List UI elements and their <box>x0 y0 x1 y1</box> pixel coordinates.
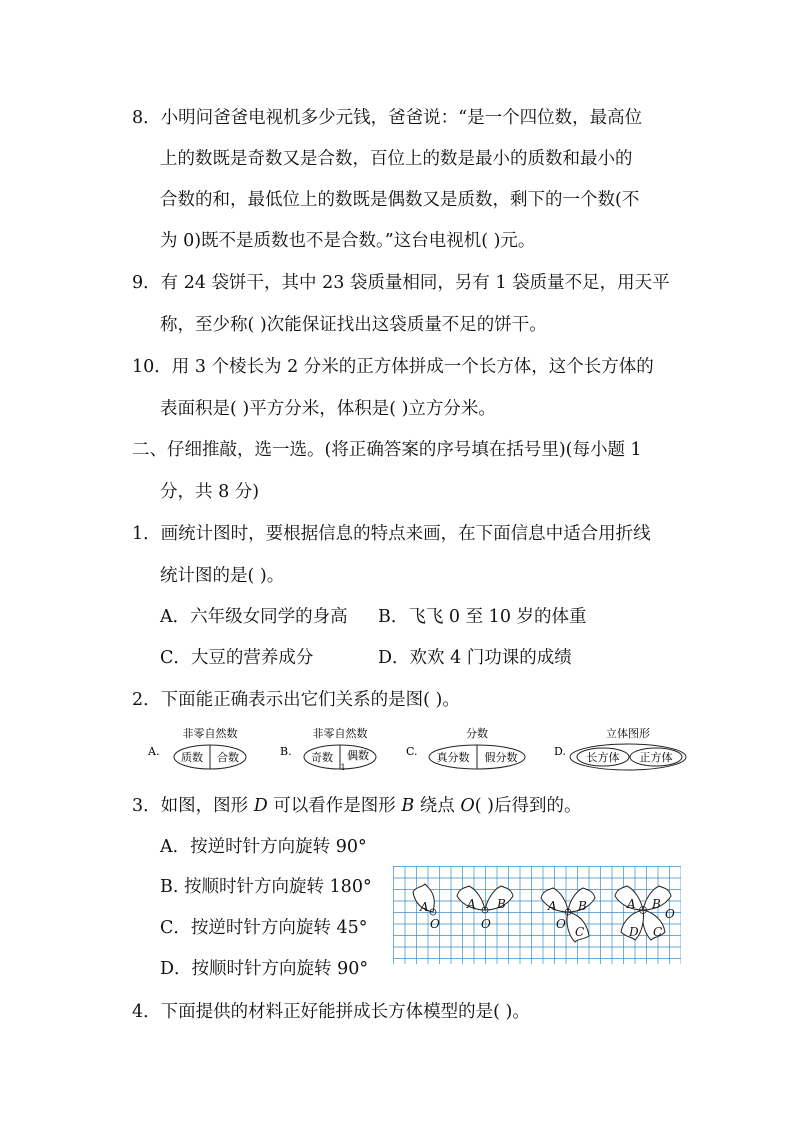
diagram-b-extra: 1 <box>340 763 346 772</box>
mc1-option-c: C．大豆的营养成分 <box>160 648 314 668</box>
diagram-c-title: 分数 <box>466 727 488 740</box>
diagram-b-title: 非零自然数 <box>312 727 368 740</box>
mc1-option-b: B．飞飞 0 至 10 岁的体重 <box>378 607 587 627</box>
diagram-b-left: 奇数 <box>311 751 333 764</box>
q8-line-1: 8．小明问爸爸电视机多少元钱，爸爸说：“是一个四位数，最高位 <box>132 108 643 128</box>
mc1-option-d: D．欢欢 4 门功课的成绩 <box>378 648 572 668</box>
q8-line-3: 合数的和，最低位上的数既是偶数又是质数，剩下的一个数(不 <box>160 190 640 210</box>
diagram-a-left: 质数 <box>181 751 203 764</box>
diagram-a-title: 非零自然数 <box>182 727 238 740</box>
diagram-c-right: 假分数 <box>484 751 518 764</box>
q8-line-4: 为 0)既不是质数也不是合数。”这台电视机( )元。 <box>160 231 536 251</box>
mc1-line-2: 统计图的是( )。 <box>160 566 285 586</box>
svg-text:O: O <box>481 917 491 931</box>
svg-text:O: O <box>430 917 440 931</box>
mc3-option-c: C．按逆时针方向旋转 45° <box>160 918 368 938</box>
diagram-d-letter: D. <box>554 745 566 758</box>
svg-text:A: A <box>627 897 636 911</box>
svg-text:D: D <box>629 925 639 939</box>
diagram-c-letter: C. <box>406 745 418 758</box>
mc4-stem: 4．下面提供的材料正好能拼成长方体模型的是( )。 <box>132 1002 530 1022</box>
q9-line-1: 9．有 24 袋饼干，其中 23 袋质量相同，另有 1 袋质量不足，用天平 <box>132 273 670 293</box>
q10-line-2: 表面积是( )平方分米，体积是( )立方分米。 <box>160 399 496 419</box>
mc3-option-a: A．按逆时针方向旋转 90° <box>160 837 367 857</box>
diagram-c <box>406 726 525 769</box>
mc2-stem: 2．下面能正确表示出它们关系的是图( )。 <box>132 690 460 710</box>
q8-line-2: 上的数既是奇数又是合数，百位上的数是最小的质数和最小的 <box>160 149 633 169</box>
svg-text:B: B <box>497 897 506 911</box>
venn-diagrams <box>140 722 700 772</box>
diagram-c-left: 真分数 <box>436 751 470 764</box>
svg-text:A: A <box>548 899 557 913</box>
diagram-d-right: 正方体 <box>639 751 673 764</box>
mc1-option-a: A．六年级女同学的身高 <box>160 607 348 627</box>
diagram-d <box>554 726 686 770</box>
svg-text:A: A <box>467 897 476 911</box>
diagram-b-letter: B. <box>280 745 292 758</box>
diagram-a <box>147 726 246 769</box>
svg-text:B: B <box>652 897 661 911</box>
section2-heading-line-1: 二、仔细推敲，选一选。(将正确答案的序号填在括号里)(每小题 1 <box>132 440 642 460</box>
diagram-b <box>280 726 376 772</box>
section2-heading-line-2: 分，共 8 分) <box>160 482 260 502</box>
mc1-line-1: 1．画统计图时，要根据信息的特点来画，在下面信息中适合用折线 <box>132 524 651 544</box>
mc3-option-b: B. 按顺时针方向旋转 180° <box>160 877 372 897</box>
svg-text:C: C <box>575 925 585 939</box>
svg-text:C: C <box>653 925 663 939</box>
mc3-stem: 3．如图，图形 D 可以看作是图形 B 绕点 O( )后得到的。 <box>132 796 582 816</box>
diagram-d-title: 立体图形 <box>606 727 650 740</box>
rotation-grid-figure <box>393 866 681 964</box>
svg-text:O: O <box>556 917 566 931</box>
q9-line-2: 称，至少称( )次能保证找出这袋质量不足的饼干。 <box>160 315 547 335</box>
diagram-a-right: 合数 <box>217 751 239 764</box>
svg-text:O: O <box>665 907 675 921</box>
mc3-option-d: D．按顺时针方向旋转 90° <box>160 959 369 979</box>
diagram-a-letter: A. <box>148 745 160 758</box>
diagram-b-right: 偶数 <box>347 749 369 762</box>
diagram-d-left: 长方体 <box>586 751 620 764</box>
q10-line-1: 10．用 3 个棱长为 2 分米的正方体拼成一个长方体，这个长方体的 <box>132 357 654 377</box>
svg-text:A: A <box>420 900 429 914</box>
svg-text:B: B <box>578 899 587 913</box>
